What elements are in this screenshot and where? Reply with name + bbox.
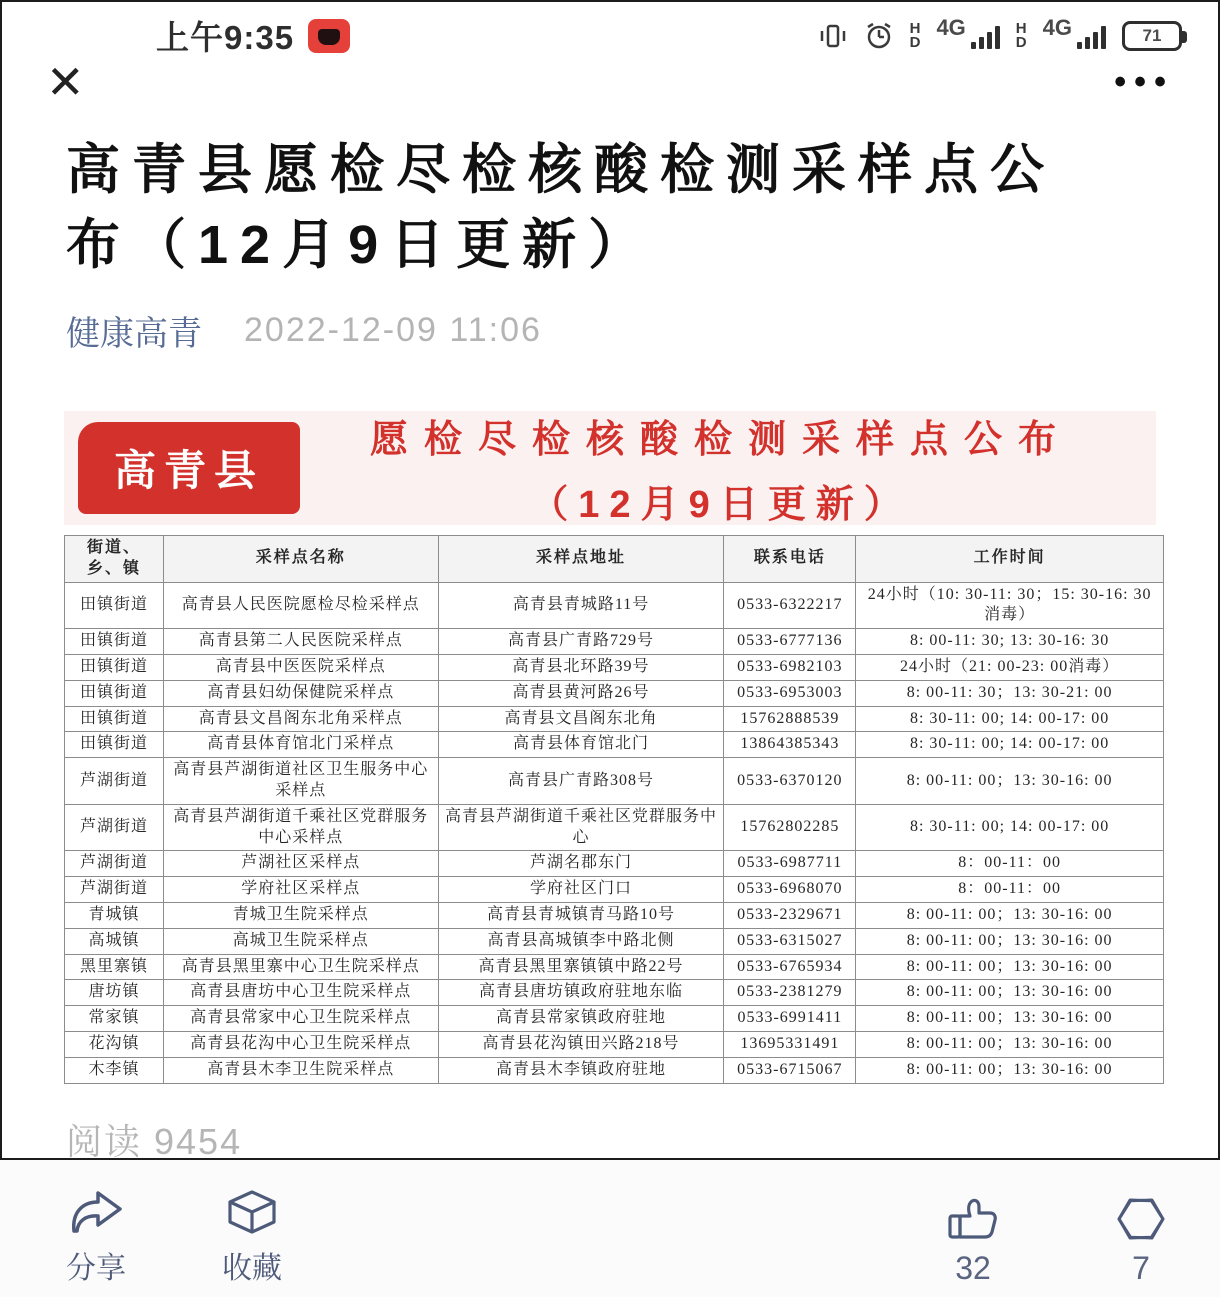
- bottom-toolbar: [2, 1183, 1218, 1297]
- more-menu-icon[interactable]: •••: [1114, 62, 1174, 101]
- table-cell: 芦湖街道: [65, 758, 164, 805]
- table-cell: 15762888539: [724, 706, 856, 732]
- table-row: [65, 980, 1164, 1006]
- table-cell: 青城镇: [65, 902, 164, 928]
- table-cell: 高青县青城路11号: [438, 582, 724, 629]
- table-row: [65, 877, 1164, 903]
- table-row: [65, 732, 1164, 758]
- table-cell: 唐坊镇: [65, 980, 164, 1006]
- table-header-cell: 联系电话: [724, 536, 856, 583]
- table-cell: 田镇街道: [65, 680, 164, 706]
- table-cell: 学府社区采样点: [163, 877, 438, 903]
- table-cell: 芦湖街道: [65, 804, 164, 851]
- table-cell: 高青县广青路308号: [438, 758, 724, 805]
- table-cell: 15762802285: [724, 804, 856, 851]
- table-cell: 8: 00-11: 00；13: 30-16: 00: [856, 1031, 1164, 1057]
- table-cell: 高城卫生院采样点: [163, 928, 438, 954]
- table-row: [65, 902, 1164, 928]
- table-cell: 田镇街道: [65, 732, 164, 758]
- table-header-cell: 工作时间: [856, 536, 1164, 583]
- byline: [66, 306, 1154, 355]
- table-cell: 常家镇: [65, 1006, 164, 1032]
- table-cell: 高青县芦湖街道社区卫生服务中心采样点: [163, 758, 438, 805]
- table-cell: 高青县中医医院采样点: [163, 655, 438, 681]
- table-cell: 8: 30-11: 00; 14: 00-17: 00: [856, 732, 1164, 758]
- table-cell: 高青县黑里寨中心卫生院采样点: [163, 954, 438, 980]
- table-cell: 田镇街道: [65, 629, 164, 655]
- table-cell: 13695331491: [724, 1031, 856, 1057]
- like-button[interactable]: [946, 1196, 1000, 1287]
- table-cell: 8: 00-11: 00；13: 30-16: 00: [856, 980, 1164, 1006]
- table-cell: 8: 00-11: 30；13: 30-21: 00: [856, 680, 1164, 706]
- read-count: 阅读 9454: [66, 1120, 243, 1162]
- table-cell: 8: 00-11: 00；13: 30-16: 00: [856, 758, 1164, 805]
- table-cell: 0533-6777136: [724, 629, 856, 655]
- table-header-cell: 采样点名称: [163, 536, 438, 583]
- table-row: [65, 804, 1164, 851]
- table-row: [65, 680, 1164, 706]
- table-cell: 高青县第二人民医院采样点: [163, 629, 438, 655]
- table-cell: 0533-6322217: [724, 582, 856, 629]
- table-cell: 花沟镇: [65, 1031, 164, 1057]
- table-cell: 0533-6982103: [724, 655, 856, 681]
- table-cell: 8: 00-11: 30; 13: 30-16: 30: [856, 629, 1164, 655]
- clock-time: 上午9:35: [156, 19, 295, 56]
- share-button[interactable]: [66, 1189, 126, 1287]
- sampling-table: [64, 535, 1164, 1084]
- table-row: [65, 954, 1164, 980]
- table-cell: 高青县常家镇政府驻地: [438, 1006, 724, 1032]
- table-cell: 13864385343: [724, 732, 856, 758]
- table-cell: 高青县文昌阁东北角采样点: [163, 706, 438, 732]
- table-cell: 木李镇: [65, 1057, 164, 1083]
- table-cell: 8: 00-11: 00；13: 30-16: 00: [856, 902, 1164, 928]
- table-cell: 8: 00-11: 00；13: 30-16: 00: [856, 1057, 1164, 1083]
- hd-voice-icon: H D: [909, 20, 921, 51]
- table-row: [65, 655, 1164, 681]
- table-cell: 高青县木李镇政府驻地: [438, 1057, 724, 1083]
- publish-date: 2022-12-09 11:06: [244, 311, 542, 350]
- table-row: [65, 758, 1164, 805]
- wow-flower-icon: [1116, 1196, 1166, 1242]
- table-cell: 0533-6953003: [724, 680, 856, 706]
- table-cell: 0533-6987711: [724, 851, 856, 877]
- table-cell: 24小时（21: 00-23: 00消毒）: [856, 655, 1164, 681]
- table-cell: 高青县黑里寨镇镇中路22号: [438, 954, 724, 980]
- box-icon: [226, 1189, 278, 1235]
- table-cell: 高青县常家中心卫生院采样点: [163, 1006, 438, 1032]
- table-row: [65, 1057, 1164, 1083]
- county-badge: 高青县: [78, 422, 300, 514]
- table-cell: 高城镇: [65, 928, 164, 954]
- wow-count: 7: [1132, 1249, 1150, 1286]
- banner-title-line2: （12月9日更新）: [530, 484, 912, 527]
- vibrate-icon: [818, 21, 848, 51]
- status-bar: [2, 2, 1218, 59]
- table-row: [65, 851, 1164, 877]
- table-cell: 高青县青城镇青马路10号: [438, 902, 724, 928]
- table-cell: 0533-6968070: [724, 877, 856, 903]
- table-cell: 8：00-11：00: [856, 877, 1164, 903]
- table-cell: 黑里寨镇: [65, 954, 164, 980]
- table-cell: 高青县花沟镇田兴路218号: [438, 1031, 724, 1057]
- table-row: [65, 629, 1164, 655]
- signal-sim1-icon: 4G: [936, 23, 999, 49]
- table-cell: 高青县妇幼保健院采样点: [163, 680, 438, 706]
- table-cell: 高青县芦湖街道千乘社区党群服务中心: [438, 804, 724, 851]
- table-cell: 芦湖社区采样点: [163, 851, 438, 877]
- table-cell: 高青县人民医院愿检尽检采样点: [163, 582, 438, 629]
- table-container: [64, 535, 1158, 1084]
- table-header-cell: 采样点地址: [438, 536, 724, 583]
- table-cell: 8: 00-11: 00；13: 30-16: 00: [856, 1006, 1164, 1032]
- table-row: [65, 928, 1164, 954]
- hd-voice-icon: H D: [1015, 20, 1027, 51]
- share-label: 分享: [66, 1251, 126, 1285]
- table-cell: 芦湖街道: [65, 877, 164, 903]
- thumbs-up-icon: [946, 1196, 1000, 1242]
- article-nav-bar: [2, 56, 1218, 108]
- table-cell: 高青县体育馆北门: [438, 732, 724, 758]
- battery-icon: 71: [1122, 21, 1182, 51]
- table-cell: 高青县芦湖街道千乘社区党群服务中心采样点: [163, 804, 438, 851]
- table-cell: 学府社区门口: [438, 877, 724, 903]
- announcement-banner: [64, 411, 1156, 525]
- table-cell: 高青县木李卫生院采样点: [163, 1057, 438, 1083]
- table-cell: 8：00-11：00: [856, 851, 1164, 877]
- favorite-button[interactable]: [222, 1189, 282, 1287]
- table-cell: 0533-6370120: [724, 758, 856, 805]
- table-cell: 芦湖名郡东门: [438, 851, 724, 877]
- table-cell: 24小时（10: 30-11: 30；15: 30-16: 30消毒）: [856, 582, 1164, 629]
- close-icon[interactable]: ✕: [46, 56, 85, 108]
- table-cell: 8: 00-11: 00；13: 30-16: 00: [856, 928, 1164, 954]
- table-cell: 0533-6315027: [724, 928, 856, 954]
- table-cell: 高青县北环路39号: [438, 655, 724, 681]
- favorite-label: 收藏: [222, 1251, 282, 1285]
- article-title: 高青县愿检尽检核酸检测采样点公布（12月9日更新）: [66, 140, 1056, 275]
- like-count: 32: [955, 1249, 991, 1286]
- recording-app-icon: [308, 19, 350, 53]
- sampling-table-body: [65, 582, 1164, 1083]
- wow-button[interactable]: [1116, 1196, 1166, 1287]
- table-cell: 0533-2381279: [724, 980, 856, 1006]
- table-cell: 高青县唐坊镇政府驻地东临: [438, 980, 724, 1006]
- table-cell: 8: 30-11: 00; 14: 00-17: 00: [856, 804, 1164, 851]
- signal-sim2-icon: 4G: [1043, 23, 1106, 49]
- wechat-article-screen: [2, 2, 1218, 1286]
- table-cell: 田镇街道: [65, 655, 164, 681]
- table-cell: 0533-6991411: [724, 1006, 856, 1032]
- table-header-cell: 街道、乡、镇: [65, 536, 164, 583]
- table-cell: 0533-6715067: [724, 1057, 856, 1083]
- table-cell: 8: 30-11: 00; 14: 00-17: 00: [856, 706, 1164, 732]
- table-row: [65, 706, 1164, 732]
- table-cell: 高青县高城镇李中路北侧: [438, 928, 724, 954]
- table-cell: 8: 00-11: 00；13: 30-16: 00: [856, 954, 1164, 980]
- alarm-clock-icon: [864, 21, 894, 51]
- table-cell: 青城卫生院采样点: [163, 902, 438, 928]
- table-cell: 高青县花沟中心卫生院采样点: [163, 1031, 438, 1057]
- table-cell: 高青县唐坊中心卫生院采样点: [163, 980, 438, 1006]
- table-cell: 田镇街道: [65, 706, 164, 732]
- table-cell: 芦湖街道: [65, 851, 164, 877]
- table-row: [65, 1006, 1164, 1032]
- table-row: [65, 1031, 1164, 1057]
- banner-title-line1: 愿检尽检核酸检测采样点公布: [370, 419, 1073, 462]
- table-row: [65, 582, 1164, 629]
- article-header: [2, 105, 1218, 355]
- table-cell: 0533-2329671: [724, 902, 856, 928]
- author-link[interactable]: 健康高青: [66, 315, 202, 354]
- banner-title: [300, 408, 1142, 528]
- share-arrow-icon: [68, 1189, 124, 1235]
- table-cell: 田镇街道: [65, 582, 164, 629]
- table-cell: 高青县黄河路26号: [438, 680, 724, 706]
- table-cell: 高青县体育馆北门采样点: [163, 732, 438, 758]
- table-header-row: [65, 536, 1164, 583]
- table-cell: 高青县文昌阁东北角: [438, 706, 724, 732]
- table-cell: 高青县广青路729号: [438, 629, 724, 655]
- table-cell: 0533-6765934: [724, 954, 856, 980]
